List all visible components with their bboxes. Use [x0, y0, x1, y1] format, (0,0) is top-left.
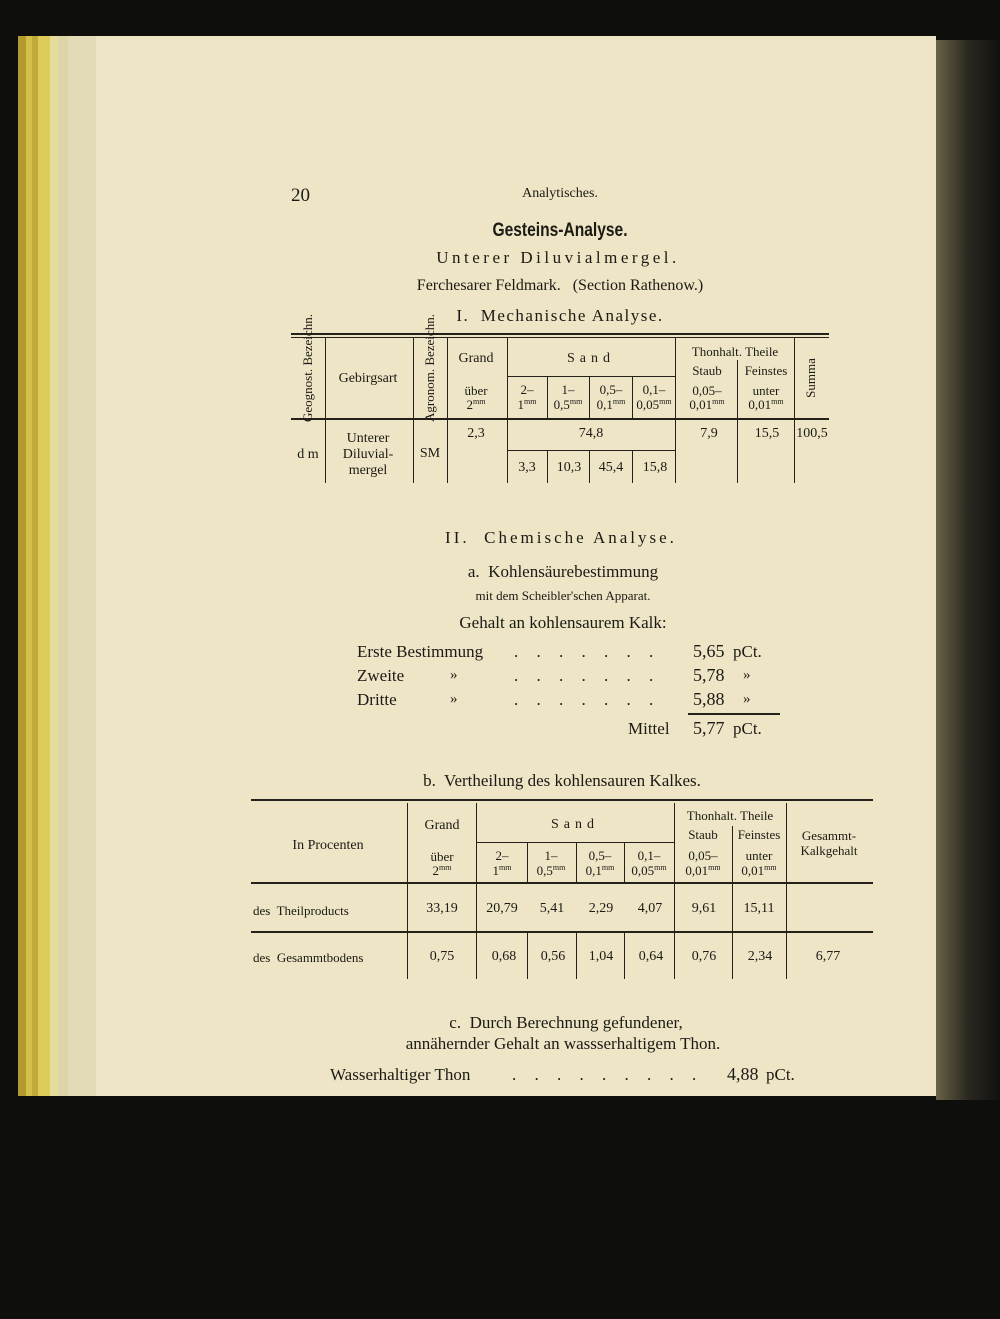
b-col-grand: Grand: [424, 818, 460, 833]
col-grand: Grand: [458, 351, 494, 366]
bestimmung-1-dots: . . . . . . .: [514, 642, 661, 661]
analysis-location: Ferchesarer Feldmark. (Section Rathenow.): [416, 277, 704, 294]
page-number: 20: [291, 185, 310, 206]
row-gebirgsart-2: Diluvial-: [342, 447, 394, 462]
b-row-2-sand-2: 0,56: [540, 949, 566, 964]
sand-size-4b: $0,05^{mm}$: [636, 397, 672, 412]
b-sand-size-4a: 0,1–: [637, 848, 661, 863]
col-gebirgsart: Gebirgsart: [338, 371, 398, 386]
b-col-staub-size: 0,05–: [688, 848, 718, 863]
section-a-subtitle: mit dem Scheibler'schen Apparat.: [475, 588, 651, 603]
wasserhaltiger-thon-dots: . . . . . . . . .: [512, 1065, 704, 1084]
b-col-gesammt: Gesammt-: [801, 828, 857, 843]
sand-size-2b: $0,5^{mm}$: [553, 397, 583, 412]
b-row-2-feinstes: 2,34: [747, 949, 773, 964]
b-sand-size-3b: $0,1^{mm}$: [585, 863, 615, 878]
col-feinstes: Feinstes: [744, 363, 788, 378]
b-row-1-sand-2: 5,41: [539, 901, 565, 916]
row-feinstes: 15,5: [754, 426, 780, 441]
b-row-2-total: 6,77: [815, 949, 841, 964]
bestimmung-3-unit: »: [743, 691, 751, 707]
bestimmung-3-ditto: »: [450, 691, 458, 707]
row-summa: 100,5: [796, 426, 828, 441]
b-col-sand: Sand: [551, 817, 599, 832]
row-gebirgsart-3: mergel: [348, 463, 388, 478]
b-row-2-grand: 0,75: [429, 949, 455, 964]
sand-size-3b: $0,1^{mm}$: [596, 397, 626, 412]
b-col-feinstes: Feinstes: [737, 827, 781, 842]
b-row-2-sand-1: 0,68: [491, 949, 517, 964]
bestimmung-3-dots: . . . . . . .: [514, 690, 661, 709]
b-col-staub: Staub: [688, 827, 718, 842]
col-sand: Sand: [567, 351, 615, 366]
mittel-value: 5,77: [693, 718, 725, 738]
row-grand: 2,3: [467, 426, 485, 441]
row-geognost: d m: [297, 447, 319, 462]
col-staub-size: 0,05–: [692, 383, 722, 398]
b-row-1-sand-1: 20,79: [486, 901, 518, 916]
sand-size-4a: 0,1–: [642, 382, 666, 397]
b-col-staub-size2: $0,01^{mm}$: [685, 863, 721, 878]
mittel-unit: pCt.: [733, 719, 762, 738]
row-sand-2: 10,3: [556, 460, 582, 475]
row-sand-total: 74,8: [578, 426, 604, 441]
bestimmung-1-unit: pCt.: [733, 642, 762, 661]
row-sand-3: 45,4: [598, 460, 624, 475]
b-row-2-staub: 0,76: [691, 949, 717, 964]
b-row-2-sand-3: 1,04: [588, 949, 614, 964]
sand-size-1b: $1^{mm}$: [517, 397, 537, 412]
b-sand-size-2b: $0,5^{mm}$: [536, 863, 566, 878]
mittel-label: Mittel: [628, 719, 670, 738]
section-a-title: a. Kohlensäurebestimmung: [467, 562, 659, 581]
b-sand-size-1b: $1^{mm}$: [492, 863, 512, 878]
mechanical-title: I. Mechanische Analyse.: [456, 306, 664, 325]
bestimmung-2-label: Zweite: [357, 666, 405, 685]
b-row-1-sand-3: 2,29: [588, 901, 614, 916]
wasserhaltiger-thon-unit: pCt.: [766, 1065, 795, 1084]
b-row-2-label: des Gesammtbodens: [253, 950, 364, 965]
b-col-kalkgehalt: Kalkgehalt: [800, 843, 858, 858]
col-staub-size2: $0,01^{mm}$: [689, 397, 725, 412]
col-staub: Staub: [692, 363, 722, 378]
sand-size-1a: 2–: [520, 382, 534, 397]
col-feinstes-size: $0,01^{mm}$: [748, 397, 784, 412]
col-geognost: Geognost. Bezeichn.: [300, 314, 315, 422]
b-row-1-feinstes: 15,11: [743, 901, 775, 916]
row-sand-4: 15,8: [642, 460, 668, 475]
col-summa: Summa: [803, 358, 818, 398]
book-page-edges: [18, 36, 98, 1096]
b-col-feinstes-unter: unter: [745, 848, 773, 863]
bestimmung-1-value: 5,65: [693, 641, 725, 661]
chemical-title: II. Chemische Analyse.: [445, 528, 677, 547]
b-col-in-procenten: In Procenten: [292, 838, 364, 853]
col-thonhalt: Thonhalt. Theile: [691, 344, 779, 359]
running-title: Analytisches.: [522, 186, 598, 201]
section-c-line1: c. Durch Berechnung gefundener,: [449, 1013, 683, 1032]
analysis-subtitle: Unterer Diluvialmergel.: [436, 248, 680, 267]
section-b-title: b. Vertheilung des kohlensauren Kalkes.: [423, 771, 701, 790]
sand-size-2a: 1–: [561, 382, 575, 397]
gehalt-label: Gehalt an kohlensaurem Kalk:: [459, 613, 667, 632]
b-col-grand-ueber: über: [430, 849, 454, 864]
row-gebirgsart-1: Unterer: [346, 431, 390, 446]
row-agronom: SM: [419, 446, 441, 461]
page-shadow: [936, 40, 1000, 1100]
b-col-feinstes-size: $0,01^{mm}$: [741, 863, 777, 878]
mittel-rule: [688, 713, 780, 715]
col-grand-ueber: über: [464, 383, 488, 398]
bestimmung-3-label: Dritte: [357, 690, 397, 709]
row-sand-1: 3,3: [518, 460, 536, 475]
section-c-line2: annähernder Gehalt an wassserhaltigem Thon.: [405, 1034, 721, 1053]
b-col-thonhalt: Thonhalt. Theile: [686, 808, 774, 823]
b-row-2-sand-4: 0,64: [638, 949, 664, 964]
b-sand-size-4b: $0,05^{mm}$: [631, 863, 667, 878]
b-row-1-staub: 9,61: [691, 901, 717, 916]
row-staub: 7,9: [700, 426, 718, 441]
b-sand-size-2a: 1–: [544, 848, 558, 863]
wasserhaltiger-thon-value: 4,88: [727, 1064, 759, 1084]
b-sand-size-3a: 0,5–: [588, 848, 612, 863]
bestimmung-2-value: 5,78: [693, 665, 725, 685]
bestimmung-2-ditto: »: [450, 667, 458, 683]
b-row-1-sand-4: 4,07: [637, 901, 663, 916]
analysis-title: Gesteins-Analyse.: [492, 220, 628, 241]
b-row-1-grand: 33,19: [426, 901, 458, 916]
sand-size-3a: 0,5–: [599, 382, 623, 397]
col-agronom: Agronom. Bezeichn.: [422, 314, 437, 422]
col-grand-size: $2^{mm}$: [466, 397, 486, 412]
b-row-1-label: des Theilproducts: [253, 903, 349, 918]
bestimmung-3-value: 5,88: [693, 689, 725, 709]
bestimmung-1-label: Erste Bestimmung: [357, 642, 484, 661]
col-feinstes-unter: unter: [752, 383, 780, 398]
b-sand-size-1a: 2–: [495, 848, 509, 863]
b-col-grand-size: $2^{mm}$: [432, 863, 452, 878]
bestimmung-2-dots: . . . . . . .: [514, 666, 661, 685]
bestimmung-2-unit: »: [743, 667, 751, 683]
wasserhaltiger-thon-label: Wasserhaltiger Thon: [330, 1065, 471, 1084]
